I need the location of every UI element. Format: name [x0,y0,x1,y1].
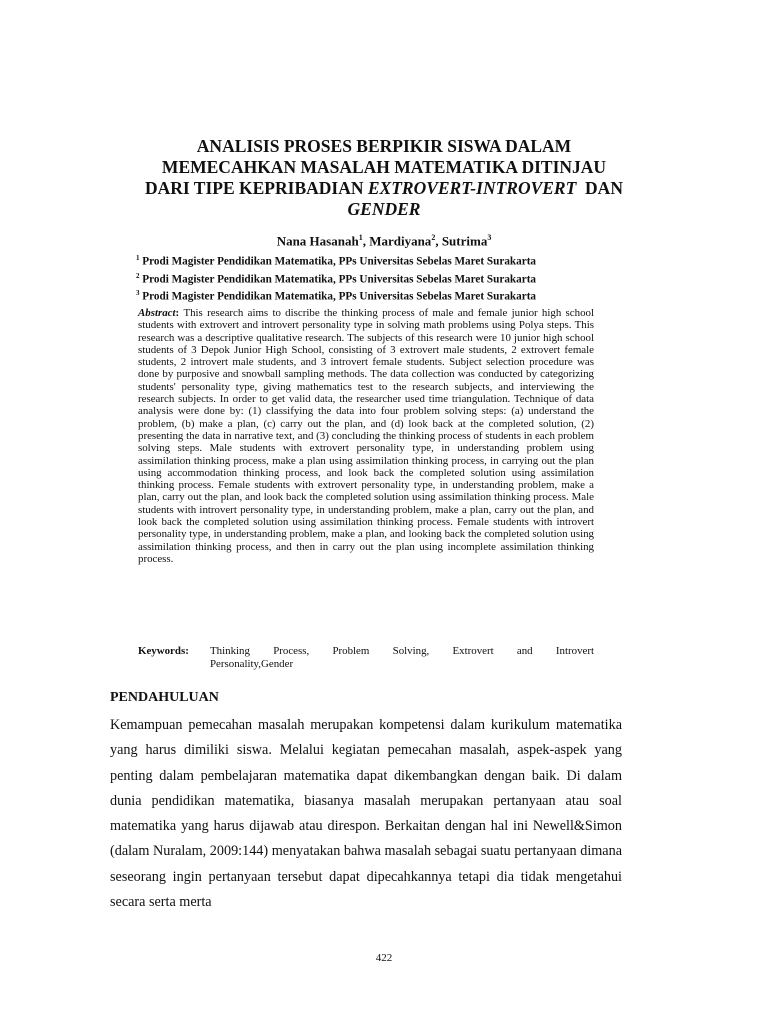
author-sep-1: , [362,233,370,249]
title-line-3-start: DARI TIPE KEPRIBADIAN [145,178,368,198]
affiliation-3 [136,286,536,304]
title-line-2: MEMECAHKAN MASALAH MATEMATIKA DITINJAU [161,157,607,177]
author-sep-2: , [435,233,442,249]
title-italic-gender: GENDER [347,199,421,219]
title-italic-extrovert-introvert: EXTROVERT-INTROVERT [367,178,577,198]
keywords-line-2: Personality,Gender [210,657,294,670]
affiliation-2 [136,269,536,287]
keywords-label: Keywords [138,645,186,657]
keywords-block [138,645,594,670]
affiliation-2-mark: 2 [136,271,140,280]
author-list [0,233,768,249]
abstract-text: This research aims to discribe the thinking process of male and female junior high school students with extrovert and introvert personality type in solving math problems using Polya steps. This research was a descriptive qualitative research. The subjects of this research were 10 junior high school students of 3 Depok Junior High School, consisting of 3 extrovert male students, 2 extrovert female students, 2 introvert male students, and 3 introvert female students. Subject selection procedure was done by purposive and snowball sampling methods. The data collection was conducted by categorizing students' personality type, giving mathematics test to the research subjects, and interviewing the research subjects. In order to get valid data, the researcher used time triangulation. Technique of data analysis were done by: (1) classifying the data into four problem solving steps: (a) understand the problem, (b) make a plan, (c) carry out the plan, and (d) look back at the completed solution, (2) presenting the data in narrative text, and (3) concluding the thinking process of students in each problem solving steps. Male students with extrovert personality type, in understanding problem using assimilation thinking process, make a plan using assimilation thinking process, in carrying out the plan using accommodation thinking process, and look back the completed solution using assimilation thinking process. Female students with extrovert personality type, in understanding problem, make a plan, carry out the plan, and look back the completed solution using assimilation thinking process. Male students with introvert personality type, in understanding problem, make a plan, carry out the plan, and look back the completed solution using assimilation thinking process. Female students with introvert personality type, in understanding problem, make a plan, and looking back the completed solution using assimilation thinking process, and then in carry out the plan using incomplete assimilation thinking process. [138,307,594,565]
author-1-mark: 1 [358,233,363,242]
keywords-colon: : [185,645,189,657]
author-3: Sutrima [441,233,488,249]
affiliation-1 [136,251,536,269]
section-heading-introduction: PENDAHULUAN [110,690,219,705]
author-1: Nana Hasanah [276,233,359,249]
keywords-line-1: Thinking Process, Problem Solving, Extrovert and Introvert [210,645,594,657]
abstract-block [138,307,594,565]
page-number: 422 [375,952,393,964]
title-line-3-end: DAN [576,178,623,198]
affiliation-1-text: Prodi Magister Pendidikan Matematika, PPs Universitas Sebelas Maret Surakarta [139,255,537,268]
affiliation-1-mark: 1 [136,254,140,262]
author-3-mark: 3 [487,233,492,242]
title-line-4 [100,199,668,220]
affiliation-3-mark: 3 [136,289,140,298]
title-line-3 [100,178,668,199]
affiliation-3-text: Prodi Magister Pendidikan Matematika, PPs Universitas Sebelas Maret Surakarta [139,291,537,304]
author-2: Mardiyana [369,233,432,249]
author-2-mark: 2 [431,233,436,242]
abstract-colon: : [175,307,184,319]
affiliation-list [136,251,536,304]
paper-title [100,136,668,220]
keywords-label-group [138,645,210,658]
introduction-paragraph: Kemampuan pemecahan masalah merupakan kompetensi dalam kurikulum matematika yang harus dimiliki siswa. Melalui kegiatan pemecahan masalah, aspek-aspek yang penting dalam pembelajaran matematika dapat dikembangkan dengan baik. Di dalam dunia pendidikan matematika, biasanya masalah merupakan pertanyaan atau soal matematika yang harus dijawab atau direspon. Berkaitan dengan hal ini Newell&Simon (dalam Nuralam, 2009:144) menyatakan bahwa masalah sebagai suatu pertanyaan dimana seseorang ingin pertanyaan tersebut dapat dipecahkannya tetapi dia tidak mengetahui secara serta merta [110,717,622,911]
affiliation-2-text: Prodi Magister Pendidikan Matematika, PPs Universitas Sebelas Maret Surakarta [139,273,537,286]
title-line-1: ANALISIS PROSES BERPIKIR SISWA DALAM [196,136,572,156]
abstract-label: Abstract [138,307,176,319]
